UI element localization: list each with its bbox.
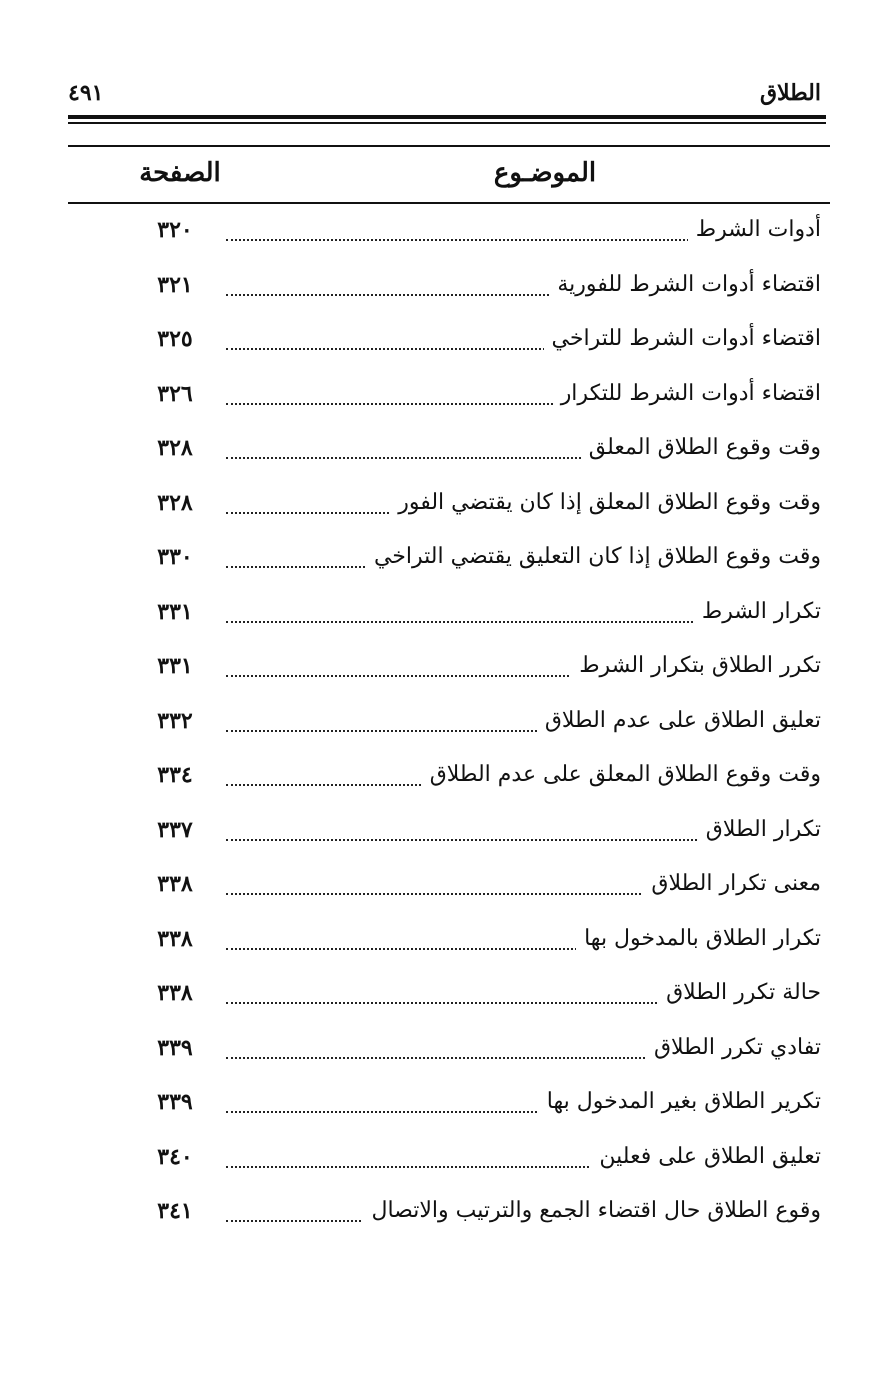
toc-entry-page: ٣٣٩ bbox=[157, 1089, 193, 1115]
toc-entry-page: ٣٢٨ bbox=[157, 489, 193, 516]
toc-entry-title: اقتضاء أدوات الشرط للفورية bbox=[549, 272, 821, 297]
toc-entry-page: ٣٣٠ bbox=[157, 544, 193, 570]
toc-entry-title: أدوات الشرط bbox=[688, 217, 821, 242]
toc-entry bbox=[0, 914, 873, 969]
toc-entry-title: وقوع الطلاق حال اقتضاء الجمع والترتيب والاتصال bbox=[363, 1198, 821, 1223]
toc-entry-page: ٣٣١ bbox=[157, 653, 193, 679]
toc-entry-page: ٣٢٠ bbox=[157, 217, 193, 243]
toc-entry bbox=[0, 1077, 873, 1132]
toc-entry bbox=[0, 805, 873, 860]
table-header-rule bbox=[68, 202, 830, 204]
toc-entry-page: ٣٣٢ bbox=[157, 707, 193, 734]
toc-entry-page: ٣٣٨ bbox=[157, 925, 193, 952]
table-top-rule bbox=[68, 145, 830, 147]
toc-entry bbox=[0, 205, 873, 260]
toc-entry-title: تفادي تكرر الطلاق bbox=[646, 1035, 821, 1060]
toc-entry bbox=[0, 859, 873, 914]
toc-entry bbox=[0, 696, 873, 751]
page-number: ٤٩١ bbox=[68, 80, 104, 106]
toc-entry bbox=[0, 478, 873, 533]
toc-entry-page: ٣٤٠ bbox=[157, 1143, 193, 1170]
toc-entry-page: ٣٣٨ bbox=[157, 871, 193, 897]
toc-entry bbox=[0, 423, 873, 478]
header-rule-thick bbox=[68, 115, 826, 119]
toc-entry-title: وقت وقوع الطلاق المعلق إذا كان يقتضي الفور bbox=[390, 490, 821, 515]
toc-entry-page: ٣٢٥ bbox=[157, 326, 193, 352]
toc-entry-title: وقت وقوع الطلاق إذا كان التعليق يقتضي التراخي bbox=[366, 544, 821, 569]
toc-entry-title: تكرار الطلاق bbox=[698, 817, 821, 842]
toc-entry bbox=[0, 587, 873, 642]
toc-entry-page: ٣٢٨ bbox=[157, 435, 193, 461]
toc-entry bbox=[0, 641, 873, 696]
header-rule-thin bbox=[68, 122, 826, 124]
toc-entry bbox=[0, 260, 873, 315]
toc-entry-title: تعليق الطلاق على عدم الطلاق bbox=[537, 708, 821, 733]
toc-entry-page: ٣٢٦ bbox=[157, 380, 193, 407]
toc-entry bbox=[0, 314, 873, 369]
toc-entry bbox=[0, 532, 873, 587]
toc-entry-title: تكرار الشرط bbox=[694, 599, 821, 624]
toc-entry-title: تكرار الطلاق بالمدخول بها bbox=[576, 926, 821, 951]
toc-entry-title: تكرر الطلاق بتكرار الشرط bbox=[571, 653, 821, 678]
toc-entry bbox=[0, 1132, 873, 1187]
running-title: الطلاق bbox=[759, 80, 821, 106]
toc-entry-page: ٣٢١ bbox=[157, 271, 193, 298]
toc-entry-title: حالة تكرر الطلاق bbox=[658, 980, 821, 1005]
toc-entry-title: اقتضاء أدوات الشرط للتكرار bbox=[553, 381, 821, 406]
toc-entry-title: وقت وقوع الطلاق المعلق على عدم الطلاق bbox=[422, 762, 821, 787]
toc-entry bbox=[0, 369, 873, 424]
toc-entry-title: وقت وقوع الطلاق المعلق bbox=[581, 435, 821, 460]
toc-entry-page: ٣٤١ bbox=[157, 1198, 193, 1224]
toc-entry-title: اقتضاء أدوات الشرط للتراخي bbox=[544, 326, 821, 351]
column-header-topic: الموضـوع bbox=[493, 158, 597, 188]
toc-entry bbox=[0, 750, 873, 805]
column-header-page: الصفحة bbox=[139, 158, 221, 188]
toc-entry-page: ٣٣٩ bbox=[157, 1034, 193, 1061]
toc-entry bbox=[0, 1023, 873, 1078]
toc-entry bbox=[0, 968, 873, 1023]
toc-entry-title: تكرير الطلاق بغير المدخول بها bbox=[539, 1089, 821, 1114]
toc-entry-page: ٣٣٤ bbox=[157, 762, 193, 788]
toc-entry bbox=[0, 1186, 873, 1241]
toc-entry-page: ٣٣١ bbox=[157, 598, 193, 625]
toc-entry-page: ٣٣٧ bbox=[157, 816, 193, 843]
toc-entry-page: ٣٣٨ bbox=[157, 980, 193, 1006]
toc-list bbox=[0, 205, 873, 1241]
toc-entry-title: معنى تكرار الطلاق bbox=[643, 871, 821, 896]
toc-entry-title: تعليق الطلاق على فعلين bbox=[591, 1144, 821, 1169]
